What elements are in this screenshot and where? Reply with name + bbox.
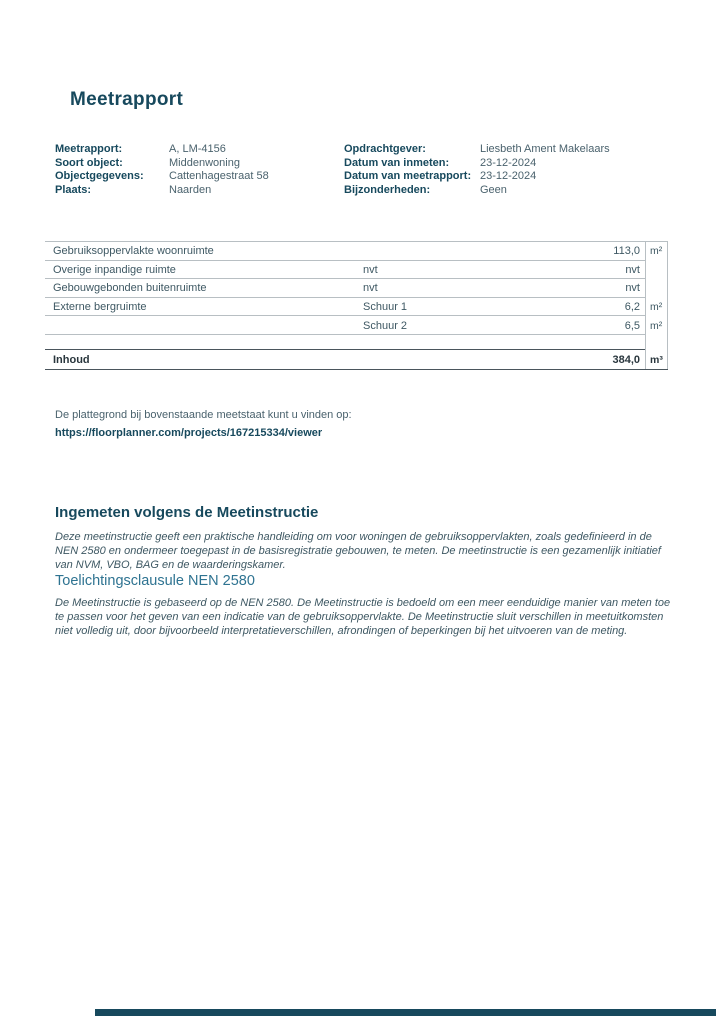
row-sublabel: nvt xyxy=(363,263,378,276)
section-body-meetinstructie: Deze meetinstructie geeft een praktische handleiding om voor woningen de gebruiksoppervlakten, zoals gedefinieerd in de NEN 2580 en ondermeer toegepast in de basisregistratie gebouwen, te meten. De meetinstructie is een gezamenlijk initiatief van NVM, VBO, BAG en de waarderingskamer. xyxy=(55,531,661,572)
section-heading-toelichtingsclausule: Toelichtingsclausule NEN 2580 xyxy=(55,573,255,589)
meta-row-meetrapport xyxy=(55,143,340,157)
table-spacer-row xyxy=(45,335,668,351)
row-sublabel: Schuur 2 xyxy=(363,319,408,332)
meta-row-plaats xyxy=(55,184,340,198)
meta-row-opdrachtgever xyxy=(344,143,684,157)
page-title: Meetrapport xyxy=(70,89,184,110)
meta-value: 23-12-2024 xyxy=(480,170,537,183)
row-label: Gebruiksoppervlakte woonruimte xyxy=(53,245,214,258)
table-row xyxy=(45,261,668,280)
meta-row-datum-meetrapport xyxy=(344,170,684,184)
row-unit: m² xyxy=(650,245,663,258)
row-unit: m² xyxy=(650,301,663,314)
total-unit: m³ xyxy=(650,353,663,366)
meta-label: Datum van inmeten: xyxy=(344,156,450,169)
row-unit: m² xyxy=(650,319,663,332)
meta-block-left xyxy=(55,143,340,197)
meta-label: Plaats: xyxy=(55,183,92,196)
row-sublabel: nvt xyxy=(363,282,378,295)
floorplan-reference xyxy=(55,406,352,442)
table-row xyxy=(45,279,668,298)
meta-value: Geen xyxy=(480,183,507,196)
meta-label: Meetrapport: xyxy=(55,143,123,155)
section-body-toelichtingsclausule: De Meetinstructie is gebaseerd op de NEN 2580. De Meetinstructie is bedoeld om een meer eenduidige manier van meten toe te passen voor het geven van een indicatie van de gebruiksoppervlakte. De Meetinstructie sluit verschillen in meetuitkomsten niet volledig uit, door bijvoorbeeld interpretatieverschillen, afrondingen of beperkingen bij het uitvoeren van de meting. xyxy=(55,597,671,638)
section-heading-meetinstructie: Ingemeten volgens de Meetinstructie xyxy=(55,504,319,521)
meta-label: Bijzonderheden: xyxy=(344,183,431,196)
meta-label: Soort object: xyxy=(55,156,123,169)
row-value: nvt xyxy=(625,282,640,295)
total-value: 384,0 xyxy=(612,353,640,366)
meta-value: Cattenhagestraat 58 xyxy=(169,170,269,183)
meta-value: Middenwoning xyxy=(169,156,240,169)
meta-row-soort-object xyxy=(55,157,340,171)
meta-value: 23-12-2024 xyxy=(480,156,537,169)
meta-label: Objectgegevens: xyxy=(55,170,144,183)
row-value: 6,5 xyxy=(624,319,640,332)
row-label: Gebouwgebonden buitenruimte xyxy=(53,282,207,295)
row-value: nvt xyxy=(625,263,640,276)
row-value: 113,0 xyxy=(613,245,640,258)
meta-row-objectgegevens xyxy=(55,170,340,184)
row-value: 6,2 xyxy=(624,301,640,314)
meta-value: Naarden xyxy=(169,183,212,196)
floorplan-intro-text: De plattegrond bij bovenstaande meetstaat kunt u vinden op: xyxy=(55,409,352,421)
table-row xyxy=(45,298,668,317)
table-total-row xyxy=(45,350,668,370)
meta-row-datum-inmeten xyxy=(344,157,684,171)
row-label: Externe bergruimte xyxy=(53,301,147,314)
floorplan-link[interactable]: https://floorplanner.com/projects/167215334/viewer xyxy=(55,427,323,439)
table-row xyxy=(45,242,668,261)
row-sublabel: Schuur 1 xyxy=(363,301,408,314)
footer-brand-bar xyxy=(95,1009,716,1016)
meta-value: Liesbeth Ament Makelaars xyxy=(480,143,610,155)
meta-block-right xyxy=(344,143,684,197)
total-label: Inhoud xyxy=(53,353,90,366)
meta-label: Opdrachtgever: xyxy=(344,143,426,155)
meta-row-bijzonderheden xyxy=(344,184,684,198)
meta-value: A, LM-4156 xyxy=(169,143,226,155)
meta-label: Datum van meetrapport: xyxy=(344,170,472,183)
row-label: Overige inpandige ruimte xyxy=(53,263,176,276)
table-row xyxy=(45,316,668,335)
measurements-table xyxy=(45,241,668,370)
